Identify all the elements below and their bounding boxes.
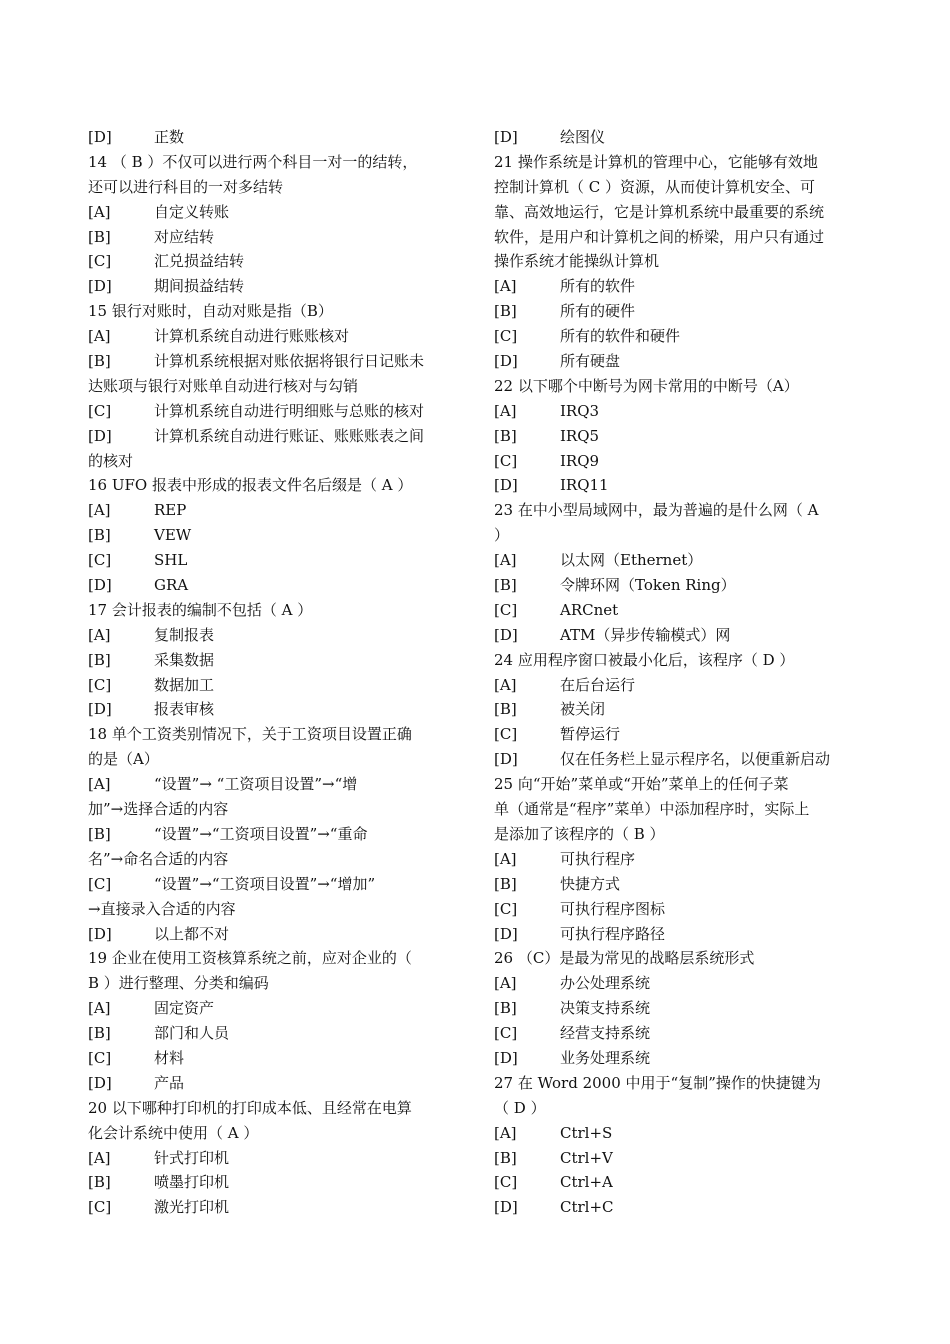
option-key: [D] [494, 625, 518, 644]
option-text: 绘图仪 [560, 128, 606, 146]
option-line [88, 548, 458, 573]
option-key: [D] [88, 426, 112, 445]
option-line [494, 1195, 866, 1220]
option-line [88, 1195, 458, 1220]
question-text-line: 的是（A） [88, 750, 159, 769]
option-line [88, 274, 458, 299]
option-key: [A] [494, 401, 517, 420]
option-text: 报表审核 [154, 700, 215, 719]
question-text-line: 15 银行对账时，自动对账是指（B） [88, 302, 333, 321]
option-text: IRQ9 [560, 451, 600, 470]
option-line [494, 473, 866, 498]
option-key: [D] [88, 700, 112, 719]
option-text: 汇兑损益结转 [154, 252, 245, 271]
option-text: 快捷方式 [560, 874, 621, 893]
question-text-line: 的核对 [88, 451, 134, 470]
option-text: 产品 [154, 1073, 185, 1092]
option-line [88, 1071, 458, 1096]
option-text: 计算机系统根据对账依据将银行日记账未 [154, 352, 425, 371]
option-text: 在后台运行 [560, 675, 636, 694]
question-text-line: 靠、高效地运行，它是计算机系统中最重要的系统 [494, 202, 825, 221]
option-line [88, 623, 458, 648]
option-line [88, 498, 458, 523]
option-text: 数据加工 [154, 675, 215, 694]
option-key: [B] [88, 1173, 111, 1192]
option-key: [B] [494, 302, 517, 321]
option-key: [B] [88, 1024, 111, 1043]
option-key: [A] [494, 551, 517, 570]
option-text: 被关闭 [560, 700, 606, 719]
option-line [494, 697, 866, 722]
option-key: [C] [88, 252, 112, 271]
option-text: 仅在任务栏上显示程序名，以便重新启动 [560, 750, 831, 769]
option-text: 材料 [154, 1048, 185, 1067]
option-line [88, 822, 458, 847]
option-text: “设置”→ “工资项目设置”→“增 [154, 775, 358, 794]
question-text-line: 还可以进行科目的一对多结转 [88, 177, 284, 196]
option-key: [A] [88, 999, 111, 1018]
option-key: [B] [494, 426, 517, 445]
option-key: [C] [494, 600, 518, 619]
option-key: [B] [494, 874, 517, 893]
option-text: 激光打印机 [154, 1198, 230, 1217]
question-text-line: 14 （ B ）不仅可以进行两个科目一对一的结转， [88, 152, 418, 171]
question-text-line: 23 在中小型局域网中，最为普遍的是什么网（ A [494, 501, 819, 520]
option-line [494, 449, 866, 474]
option-line [494, 399, 866, 424]
option-key: [C] [88, 1048, 112, 1067]
option-key: [D] [88, 924, 112, 943]
option-key: [C] [494, 725, 518, 744]
option-line [88, 225, 458, 250]
option-line [494, 548, 866, 573]
question-text-line: 26 （C）是最为常见的战略层系统形式 [494, 949, 755, 968]
option-line [88, 922, 458, 947]
option-text: 以太网（Ethernet） [560, 551, 703, 570]
option-key: [A] [494, 277, 517, 296]
option-key: [B] [88, 526, 111, 545]
option-text: 正数 [154, 128, 185, 146]
option-key: [B] [88, 650, 111, 669]
option-text: SHL [154, 551, 188, 570]
option-key: [A] [494, 974, 517, 993]
option-key: [B] [88, 227, 111, 246]
option-line [494, 1170, 866, 1195]
option-key: [A] [494, 675, 517, 694]
option-text: VEW [154, 526, 192, 545]
question-text-line: 27 在 Word 2000 中用于“复制”操作的快捷键为 [494, 1073, 821, 1092]
option-key: [D] [494, 128, 518, 146]
option-key: [B] [494, 999, 517, 1018]
option-text: “设置”→“工资项目设置”→“重命 [154, 824, 368, 843]
option-line [494, 1021, 866, 1046]
option-line [494, 349, 866, 374]
option-key: [C] [494, 1173, 518, 1192]
option-key: [C] [88, 874, 112, 893]
option-line [88, 673, 458, 698]
option-text: 所有的硬件 [560, 302, 636, 321]
question-text-line: 加”→选择合适的内容 [88, 800, 229, 819]
question-text-line: 17 会计报表的编制不包括（ A ） [88, 600, 313, 619]
option-line [88, 249, 458, 274]
question-text-line: 19 企业在使用工资核算系统之前，应对企业的（ [88, 949, 412, 968]
option-text: Ctrl+C [560, 1198, 614, 1217]
option-key: [A] [88, 1148, 111, 1167]
question-text-line: 20 以下哪种打印机的打印成本低、且经常在电算 [88, 1098, 412, 1117]
option-line [494, 747, 866, 772]
option-key: [C] [494, 451, 518, 470]
question-text-line: ） [494, 526, 510, 545]
option-text: GRA [154, 576, 189, 595]
option-line [88, 772, 458, 797]
option-key: [A] [88, 327, 111, 346]
option-line [88, 573, 458, 598]
option-text: IRQ5 [560, 426, 600, 445]
question-text-line: 达账项与银行对账单自动进行核对与勾销 [88, 376, 359, 395]
option-key: [C] [88, 551, 112, 570]
option-line [88, 324, 458, 349]
option-key: [C] [494, 327, 518, 346]
option-text: 自定义转账 [154, 202, 230, 221]
option-key: [D] [494, 352, 518, 371]
option-text: 喷墨打印机 [154, 1173, 230, 1192]
option-text: 期间损益结转 [154, 277, 245, 296]
option-text: IRQ11 [560, 476, 609, 495]
option-text: 经营支持系统 [560, 1024, 651, 1043]
option-key: [A] [88, 775, 111, 794]
option-text: Ctrl+V [560, 1148, 613, 1167]
option-key: [B] [494, 1148, 517, 1167]
option-line [88, 872, 458, 897]
option-line [494, 598, 866, 623]
option-key: [B] [494, 700, 517, 719]
option-text: 计算机系统自动进行明细账与总账的核对 [154, 401, 425, 420]
option-line [494, 1046, 866, 1071]
option-text: 计算机系统自动进行账证、账账账表之间 [154, 426, 425, 445]
question-text-line: 16 UFO 报表中形成的报表文件名后缀是（ A ） [88, 476, 413, 495]
option-line [494, 872, 866, 897]
option-text: 令牌环网（Token Ring） [560, 576, 736, 595]
option-key: [D] [494, 1198, 518, 1217]
option-line [88, 399, 458, 424]
question-text-line: 软件，是用户和计算机之间的桥梁，用户只有通过 [494, 227, 825, 246]
option-text: 计算机系统自动进行账账核对 [154, 327, 350, 346]
option-line [88, 200, 458, 225]
option-text: 以上都不对 [154, 924, 230, 943]
option-key: [A] [494, 849, 517, 868]
question-text-line: 25 向“开始”菜单或“开始”菜单上的任何子菜 [494, 775, 789, 794]
option-line [494, 847, 866, 872]
option-text: 固定资产 [154, 999, 215, 1018]
question-text-line: 22 以下哪个中断号为网卡常用的中断号（A） [494, 376, 799, 395]
question-text-line: 21 操作系统是计算机的管理中心，它能够有效地 [494, 152, 818, 171]
option-text: 办公处理系统 [560, 974, 651, 993]
option-key: [B] [88, 352, 111, 371]
option-text: 针式打印机 [154, 1148, 230, 1167]
option-text: 所有硬盘 [560, 352, 621, 371]
option-line [494, 971, 866, 996]
question-text-line: 名”→命名合适的内容 [88, 849, 229, 868]
option-text: 决策支持系统 [560, 999, 651, 1018]
option-text: 可执行程序图标 [560, 899, 666, 918]
option-key: [D] [494, 924, 518, 943]
option-text: 可执行程序 [560, 849, 636, 868]
option-line [494, 996, 866, 1021]
option-line [88, 996, 458, 1021]
option-key: [D] [88, 277, 112, 296]
option-line [494, 922, 866, 947]
option-text: 对应结转 [154, 227, 215, 246]
option-line [494, 897, 866, 922]
option-text: Ctrl+S [560, 1123, 613, 1142]
option-line [494, 125, 866, 150]
question-text-line: 18 单个工资类别情况下，关于工资项目设置正确 [88, 725, 412, 744]
option-text: ATM（异步传输模式）网 [560, 625, 731, 644]
option-line [494, 1146, 866, 1171]
option-line [494, 673, 866, 698]
option-key: [D] [494, 1048, 518, 1067]
option-key: [C] [88, 401, 112, 420]
option-line [88, 424, 458, 449]
option-key: [B] [494, 576, 517, 595]
option-text: REP [154, 501, 187, 520]
option-key: [A] [494, 1123, 517, 1142]
option-key: [A] [88, 501, 111, 520]
option-line [494, 324, 866, 349]
option-text: 所有的软件和硬件 [560, 327, 681, 346]
question-text-line: →直接录入合适的内容 [88, 899, 236, 918]
left-column [88, 125, 458, 1220]
option-key: [C] [494, 899, 518, 918]
option-text: 部门和人员 [154, 1024, 230, 1043]
option-line [88, 1146, 458, 1171]
option-line [494, 274, 866, 299]
option-key: [C] [494, 1024, 518, 1043]
option-key: [D] [88, 128, 112, 146]
option-key: [D] [88, 1073, 112, 1092]
option-line [88, 648, 458, 673]
option-line [88, 1170, 458, 1195]
question-text-line: 操作系统才能操纵计算机 [494, 252, 660, 271]
option-key: [C] [88, 675, 112, 694]
option-line [494, 1121, 866, 1146]
option-text: IRQ3 [560, 401, 600, 420]
option-key: [D] [494, 750, 518, 769]
option-text: 业务处理系统 [560, 1048, 651, 1067]
option-line [88, 1046, 458, 1071]
question-text-line: 单（通常是“程序”菜单）中添加程序时，实际上 [494, 800, 810, 819]
option-text: 复制报表 [154, 625, 215, 644]
option-line [88, 697, 458, 722]
question-text-line: 24 应用程序窗口被最小化后，该程序（ D ） [494, 650, 795, 669]
option-line [494, 299, 866, 324]
option-line [494, 722, 866, 747]
option-line [88, 1021, 458, 1046]
option-key: [D] [494, 476, 518, 495]
right-column [494, 125, 866, 1220]
option-line [88, 125, 458, 150]
option-key: [C] [88, 1198, 112, 1217]
option-line [494, 424, 866, 449]
option-key: [D] [88, 576, 112, 595]
option-line [494, 623, 866, 648]
option-line [88, 349, 458, 374]
question-text-line: B ）进行整理、分类和编码 [88, 974, 269, 993]
option-key: [B] [88, 824, 111, 843]
option-line [88, 523, 458, 548]
option-text: Ctrl+A [560, 1173, 613, 1192]
question-text-line: 是添加了该程序的（ B ） [494, 824, 665, 843]
question-text-line: 控制计算机（ C ）资源，从而使计算机安全、可 [494, 177, 816, 196]
question-text-line: 化会计系统中使用（ A ） [88, 1123, 259, 1142]
option-text: 可执行程序路径 [560, 924, 666, 943]
option-text: 所有的软件 [560, 277, 636, 296]
option-key: [A] [88, 202, 111, 221]
question-text-line: （ D ） [494, 1098, 546, 1117]
option-line [494, 573, 866, 598]
option-text: 暂停运行 [560, 725, 621, 744]
option-text: ARCnet [560, 600, 619, 619]
option-key: [A] [88, 625, 111, 644]
option-text: 采集数据 [154, 650, 215, 669]
option-text: “设置”→“工资项目设置”→“增加” [154, 874, 376, 893]
